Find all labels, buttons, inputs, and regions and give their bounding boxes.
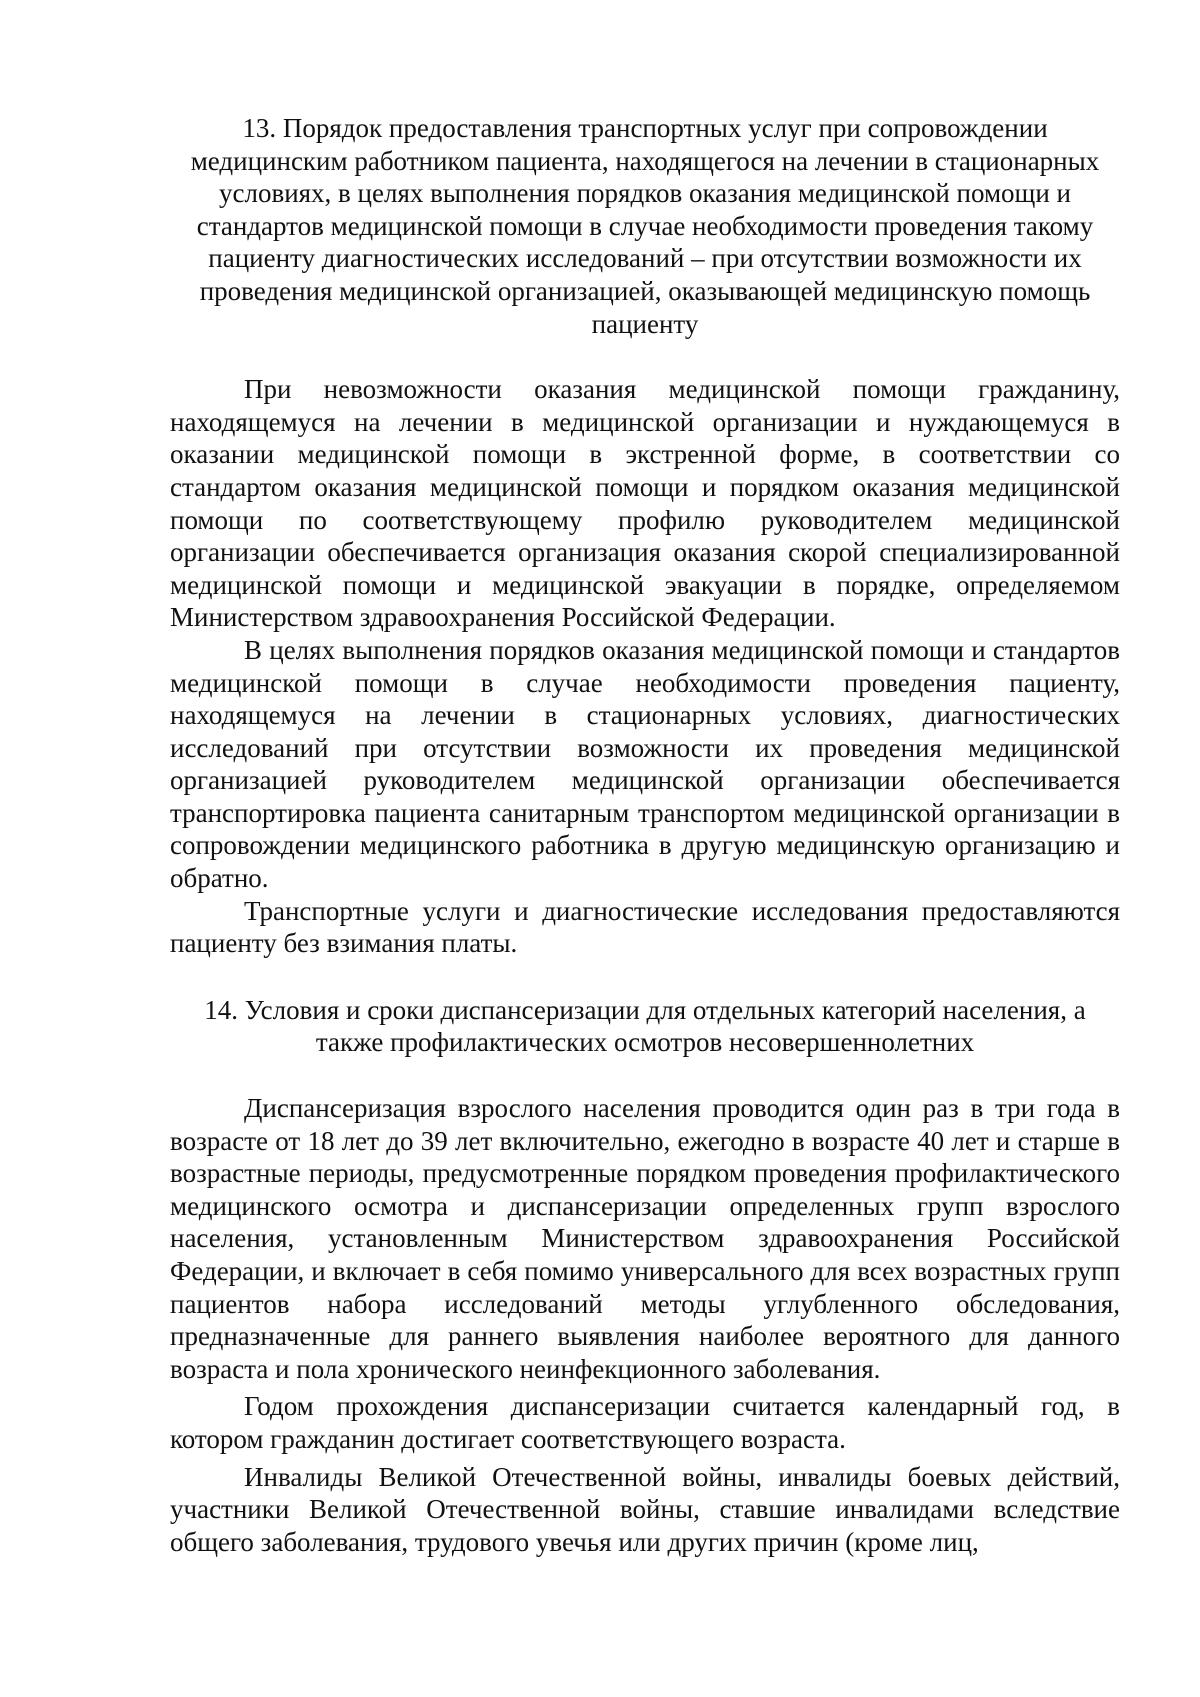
document-page [170, 112, 1120, 1558]
section-13-paragraph-1: При невозможности оказания медицинской помощи гражданину, находящемуся на лечении в медицинской организации и нуждающемуся в оказании медицинской помощи в экстренной форме, в соответствии со стандартом оказания медицинской помощи и порядком оказания медицинской помощи по соответствующему профилю руководителем медицинской организации обеспечивается организация оказания скорой специализированной медицинской помощи и медицинской эвакуации в порядке, определяемом Министерством здравоохранения Российской Федерации. [170, 374, 1120, 633]
section-14-paragraph-3: Инвалиды Великой Отечественной войны, инвалиды боевых действий, участники Великой Отечественной войны, ставшие инвалидами вследствие общего заболевания, трудового увечья или других причин (кроме лиц, [170, 1461, 1120, 1557]
section-13-paragraph-3: Транспортные услуги и диагностические исследования предоставляются пациенту без взимания платы. [170, 895, 1120, 959]
section-13-paragraph-2: В целях выполнения порядков оказания медицинской помощи и стандартов медицинской помощи в случае необходимости проведения пациенту, находящемуся на лечении в стационарных условиях, диагностических исследований при отсутствии возможности их проведения медицинской организацией руководителем медицинской организации обеспечивается транспортировка пациента санитарным транспортом медицинской организации в сопровождении медицинского работника в другую медицинскую организацию и обратно. [170, 634, 1120, 894]
spacer [170, 340, 1120, 373]
section-14-paragraph-1: Диспансеризация взрослого населения проводится один раз в три года в возрасте от 18 лет до 39 лет включительно, ежегодно в возрасте 40 лет и старше в возрастные периоды, предусмотренные порядком проведения профилактического медицинского осмотра и диспансеризации определенных групп взрослого населения, установленным Министерством здравоохранения Российской Федерации, и включает в себя помимо универсального для всех возрастных групп пациентов набора исследований методы углубленного обследования, предназначенные для раннего выявления наиболее вероятного для данного возраста и пола хронического неинфекционного заболевания. [170, 1093, 1120, 1384]
section-13-heading: 13. Порядок предоставления транспортных услуг при сопровождении медицинским работником пациента, находящегося на лечении в стационарных условиях, в целях выполнения порядков оказания медицинской помощи и стандартов медицинской помощи в случае необходимости проведения такому пациенту диагностических исследований – при отсутствии возможности их проведения медицинской организацией, оказывающей медицинскую помощь пациенту [190, 113, 1100, 339]
spacer [170, 1059, 1120, 1092]
spacer [170, 960, 1120, 994]
section-14-heading: 14. Условия и сроки диспансеризации для отдельных категорий населения, а также профилактических осмотров несовершеннолетних [204, 994, 1086, 1058]
section-14-paragraph-2: Годом прохождения диспансеризации считается календарный год, в котором гражданин достигает соответствующего возраста. [170, 1391, 1120, 1454]
